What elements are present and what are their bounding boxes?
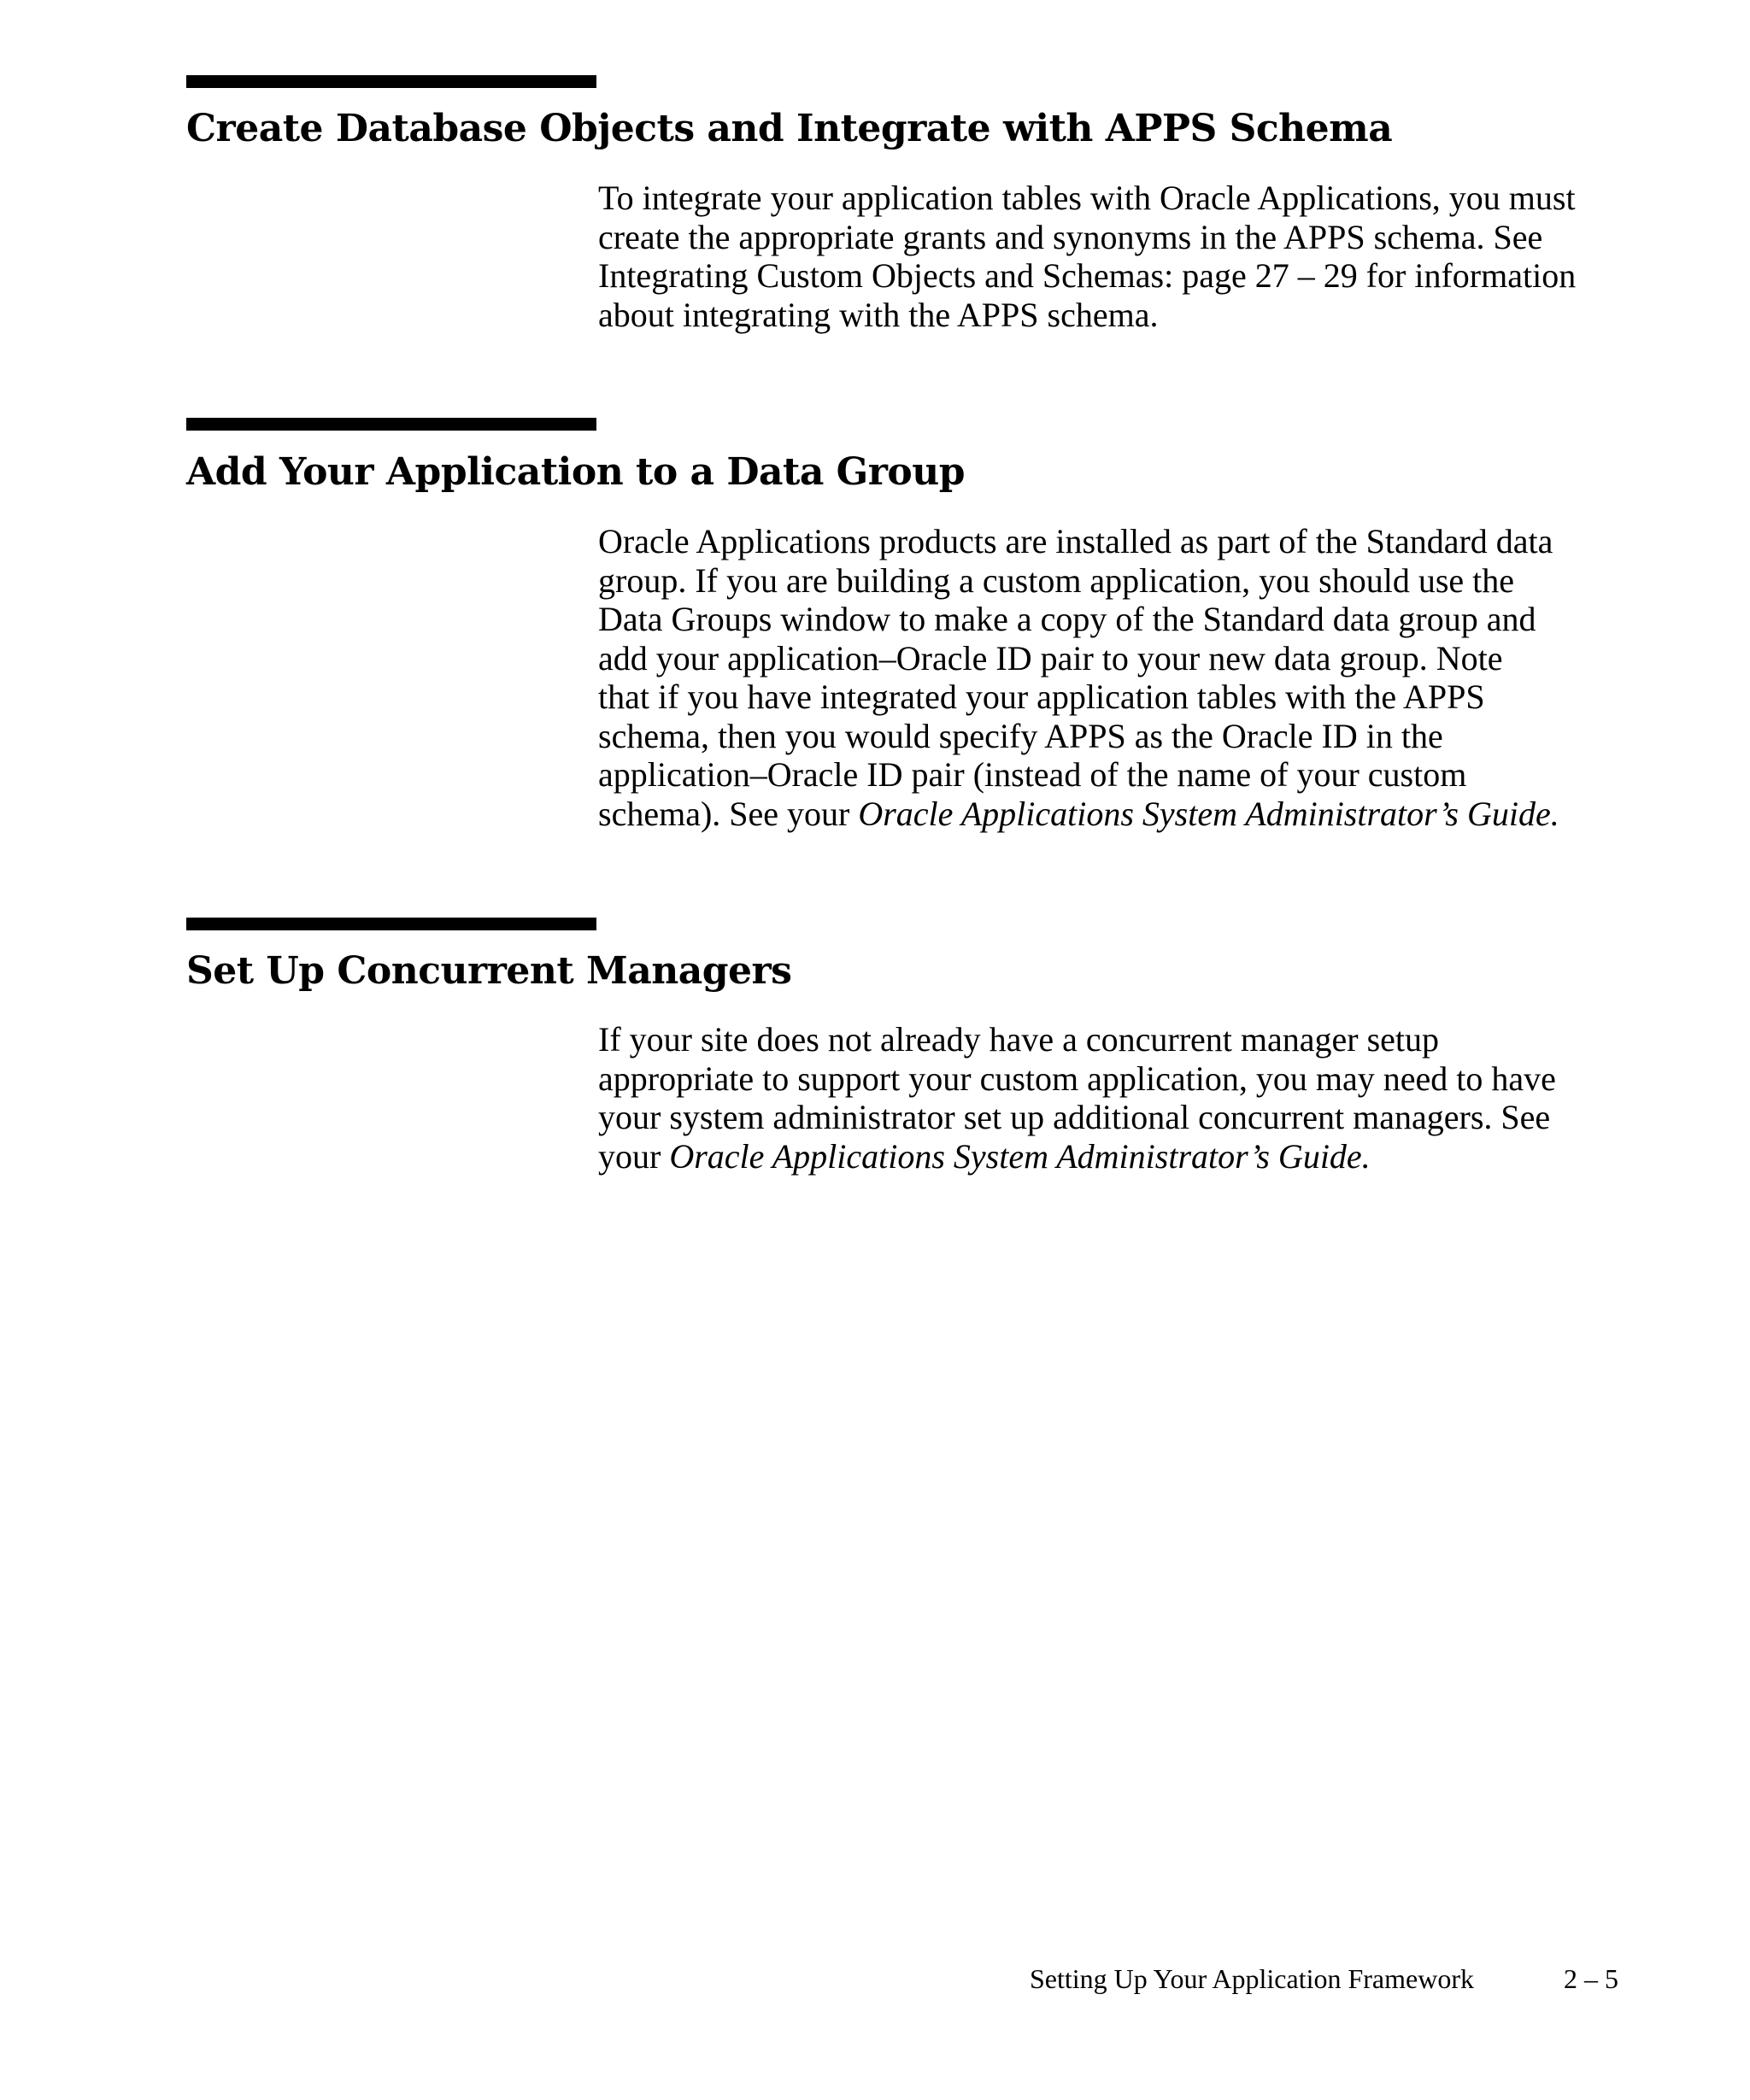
section-heading-concurrent-managers: Set Up Concurrent Managers — [186, 949, 792, 993]
body-line: appropriate to support your custom application, you may need to have — [598, 1059, 1556, 1098]
section-heading-add-application-data-group: Add Your Application to a Data Group — [186, 450, 966, 494]
body-line: add your application–Oracle ID pair to your new data group. Note — [598, 638, 1503, 678]
body-line: your system administrator set up additional concurrent managers. See — [598, 1098, 1551, 1136]
section-rule-1 — [186, 75, 596, 88]
guide-title-reference: Oracle Applications System Administrator’s Guide. — [858, 794, 1559, 833]
section-body-concurrent-managers — [598, 1020, 1641, 1176]
body-line-prefix: your — [598, 1136, 670, 1176]
section-body-add-application-data-group — [598, 522, 1641, 833]
body-line: create the appropriate grants and synonyms in the APPS schema. See — [598, 217, 1543, 256]
section-rule-2 — [186, 418, 596, 431]
guide-title-reference: Oracle Applications System Administrator’s Guide. — [669, 1136, 1371, 1176]
body-line-prefix: schema). See your — [598, 794, 859, 833]
body-line: To integrate your application tables with Oracle Applications, you must — [598, 179, 1576, 217]
body-line: Oracle Applications products are installed as part of the Standard data — [598, 522, 1553, 560]
body-line: that if you have integrated your application tables with the APPS — [598, 678, 1485, 716]
body-line: Integrating Custom Objects and Schemas: page 27 – 29 for information — [598, 256, 1577, 295]
section-rule-3 — [186, 918, 596, 930]
body-line: schema, then you would specify APPS as the Oracle ID in the — [598, 716, 1443, 755]
footer-chapter-title: Setting Up Your Application Framework — [1030, 1963, 1474, 1994]
body-line: about integrating with the APPS schema. — [598, 295, 1159, 334]
section-body-create-database-objects — [598, 179, 1641, 334]
body-line: application–Oracle ID pair (instead of the name of your custom — [598, 755, 1467, 794]
body-line: If your site does not already have a concurrent manager setup — [598, 1020, 1440, 1059]
body-line: group. If you are building a custom application, you should use the — [598, 560, 1515, 600]
section-heading-create-database-objects: Create Database Objects and Integrate with APPS Schema — [186, 107, 1393, 150]
body-line: Data Groups window to make a copy of the Standard data group and — [598, 600, 1536, 638]
body-line — [598, 795, 1641, 834]
body-line — [598, 1137, 1641, 1176]
footer-page-number: 2 – 5 — [1564, 1963, 1618, 1994]
page-footer — [1030, 1962, 1618, 1996]
